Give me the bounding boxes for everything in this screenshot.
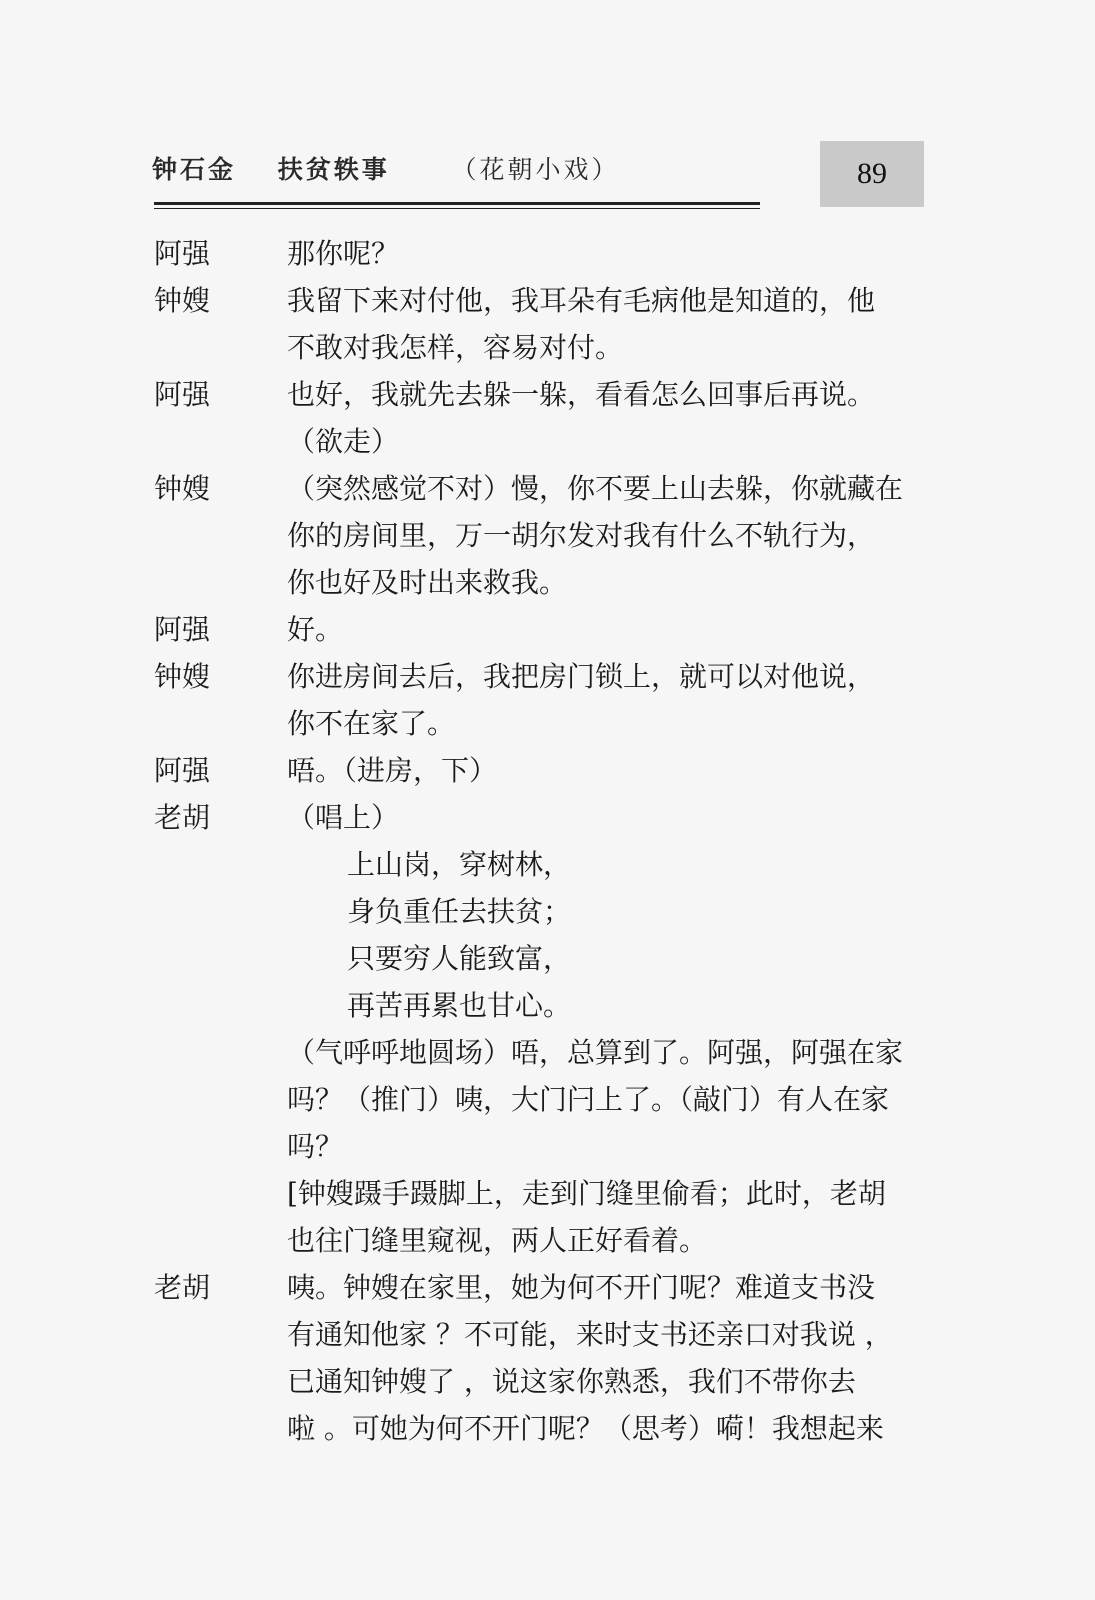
dialogue-text	[287, 465, 924, 606]
stage-direction	[287, 1170, 924, 1264]
text-line: 好。	[287, 613, 344, 646]
genre-label: （花朝小戏）	[451, 155, 620, 184]
verse-line: 只要穷人能致富，	[347, 942, 572, 975]
book-title: 扶贫轶事	[277, 155, 390, 184]
dialogue-line	[154, 606, 924, 653]
text-line: （气呼呼地圆场）唔，总算到了。阿强，阿强在家	[287, 1036, 904, 1069]
text-line: 已通知钟嫂了 ，说这家你熟悉，我们不带你去	[287, 1365, 856, 1398]
running-header	[152, 150, 619, 186]
text-line: 也往门缝里窥视，两人正好看着。	[287, 1224, 708, 1257]
speaker-name: 阿强	[154, 613, 211, 646]
page-number: 89	[857, 157, 887, 190]
speaker-name: 阿强	[154, 378, 211, 411]
verse-line: 身负重任去扶贫；	[347, 895, 572, 928]
text-line: （欲走）	[287, 425, 400, 458]
dialogue-line	[154, 747, 924, 794]
text-line: 啦 。可她为何不开门呢？（思考）嗬！我想起来	[287, 1412, 884, 1445]
song-verse	[287, 841, 924, 1029]
speaker-name: 老胡	[154, 1271, 211, 1304]
speaker-name: 阿强	[154, 754, 211, 787]
text-line: 那你呢？	[287, 237, 400, 270]
header-rule-thick	[154, 202, 760, 205]
dialogue-text	[287, 1264, 924, 1452]
dialogue-line	[154, 653, 924, 747]
dialogue-text	[287, 747, 924, 794]
speaker-name: 钟嫂	[154, 472, 211, 505]
dialogue-text	[287, 277, 924, 371]
text-line: 吗？（推门）咦，大门闩上了。（敲门）有人在家	[287, 1083, 890, 1116]
dialogue-line	[154, 794, 924, 1264]
text-line: 唔。（进房，下）	[287, 754, 498, 787]
dialogue-text	[287, 371, 924, 465]
header-rule-thin	[154, 208, 760, 209]
text-line: 你的房间里，万一胡尔发对我有什么不轨行为，	[287, 519, 876, 552]
dialogue-text	[287, 606, 924, 653]
text-line: 你也好及时出来救我。	[287, 566, 568, 599]
dialogue-line	[154, 277, 924, 371]
verse-line: 再苦再累也甘心。	[347, 989, 572, 1022]
text-line: 我留下来对付他，我耳朵有毛病他是知道的，他	[287, 284, 876, 317]
author-name: 钟石金	[152, 155, 237, 184]
text-line: 也好，我就先去躲一躲，看看怎么回事后再说。	[287, 378, 876, 411]
speaker-name: 阿强	[154, 237, 211, 270]
text-line: 你进房间去后，我把房门锁上，就可以对他说，	[287, 660, 876, 693]
speaker-name: 老胡	[154, 801, 211, 834]
text-line: 吗？	[287, 1130, 344, 1163]
text-line: 咦。钟嫂在家里，她为何不开门呢？难道支书没	[287, 1271, 876, 1304]
dialogue-text	[287, 653, 924, 747]
text-line: 你不在家了。	[287, 707, 456, 740]
text-line: （唱上）	[287, 801, 400, 834]
dialogue-text	[287, 794, 924, 1264]
verse-line: 上山岗，穿树林，	[347, 848, 572, 881]
dialogue-line	[154, 230, 924, 277]
dialogue-line	[154, 371, 924, 465]
text-line: 有通知他家 ？不可能，来时支书还亲口对我说 ，	[287, 1318, 893, 1351]
text-line: 不敢对我怎样，容易对付。	[287, 331, 624, 364]
speaker-name: 钟嫂	[154, 284, 211, 317]
script-body	[154, 230, 924, 1452]
dialogue-line	[154, 465, 924, 606]
page-number-box	[820, 141, 924, 207]
speaker-name: 钟嫂	[154, 660, 211, 693]
dialogue-text	[287, 230, 924, 277]
text-line: （突然感觉不对）慢，你不要上山去躲，你就藏在	[287, 472, 904, 505]
text-line: [钟嫂蹑手蹑脚上，走到门缝里偷看；此时，老胡	[287, 1177, 886, 1210]
dialogue-line	[154, 1264, 924, 1452]
